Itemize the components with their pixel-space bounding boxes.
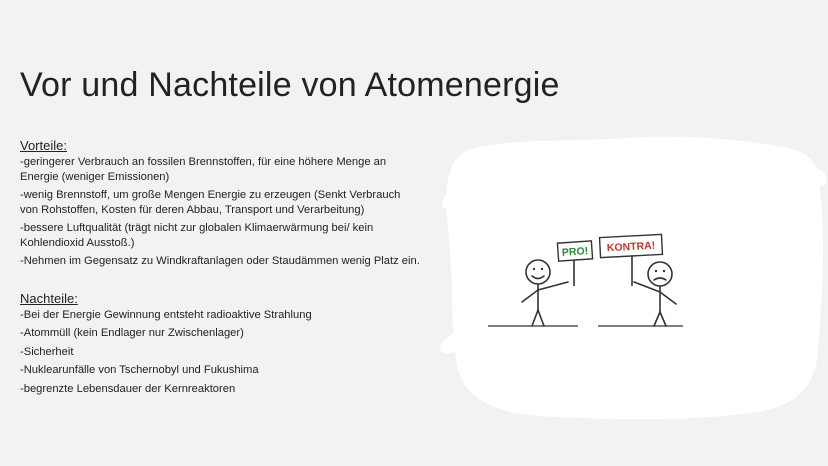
pro-kontra-illustration [428,130,828,430]
nachteil-item-2: -Atommüll (kein Endlager nur Zwischenlager) [20,327,244,339]
pro-sign-text: PRO! [561,245,589,259]
kontra-sign-text: KONTRA! [606,239,656,255]
content-area [20,138,420,400]
brush-background [446,137,823,420]
nachteil-item-3: -Sicherheit [20,345,74,358]
nachteile-heading: Nachteile: [20,290,78,306]
vorteil-item-3: -bessere Luftqualität (trägt nicht zur globalen Klimaerwärmung bei/ kein Kohlendioxid Ausstoß.) [20,222,374,249]
slide-title: Vor und Nachteile von Atomenergie [20,66,560,104]
vorteil-item-1: -geringerer Verbrauch an fossilen Brennstoffen, für eine höhere Menge an Energie (weniger Emissionen) [20,156,387,183]
nachteil-item-1: -Bei der Energie Gewinnung entsteht radioaktive Strahlung [20,308,312,321]
vorteile-heading: Vorteile: [20,138,67,153]
vorteil-item-2: -wenig Brennstoff, um große Mengen Energie zu erzeugen (Senkt Verbrauch von Rohstoffen, Kosten für deren Abbau, Transport und Verarbeitung) [20,189,401,216]
section-spacer [20,273,420,291]
nachteil-item-5: -begrenzte Lebensdauer der Kernreaktoren [20,382,236,395]
nachteil-item-4: -Nuklearunfälle von Tschernobyl und Fukushima [20,364,259,376]
vorteil-item-4: -Nehmen im Gegensatz zu Windkraftanlagen oder Staudämmen wenig Platz ein. [20,255,420,267]
